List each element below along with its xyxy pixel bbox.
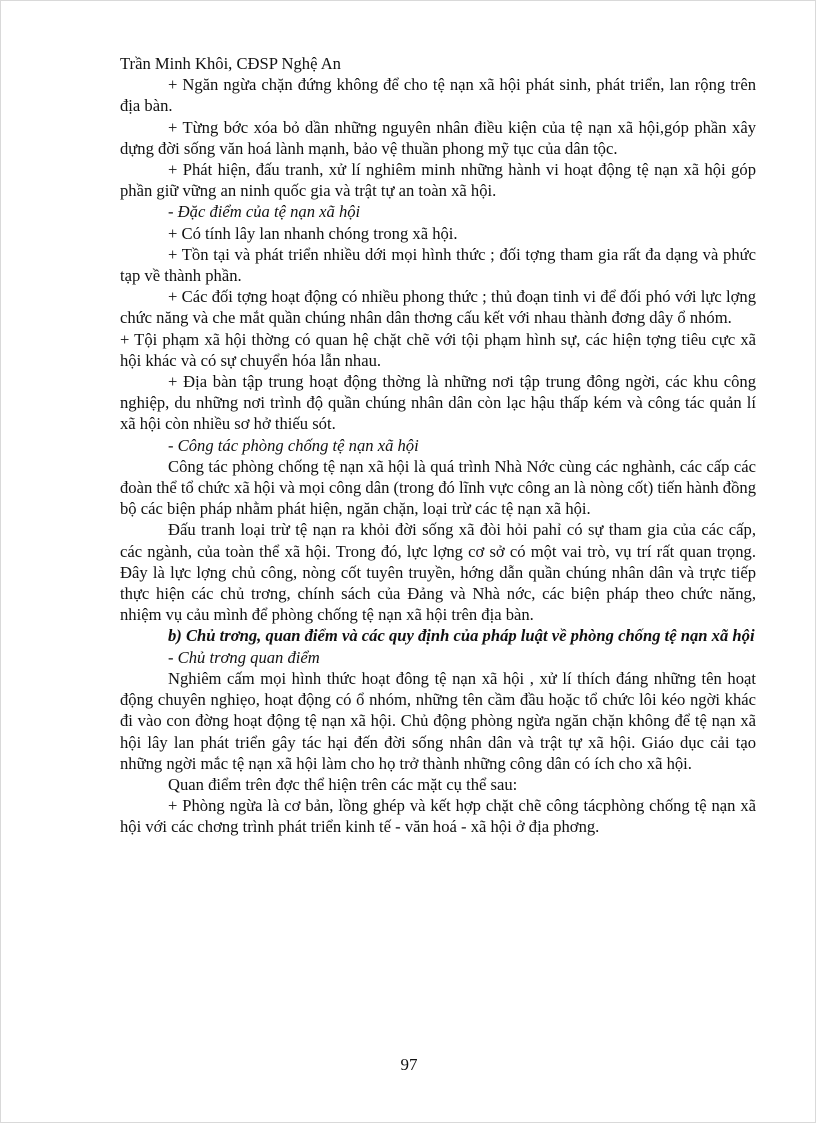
section-heading: b) Chủ trơng, quan điểm và các quy định của pháp luật về phòng chống tệ nạn xã hội	[168, 626, 755, 646]
paragraph: + Phát hiện, đấu tranh, xử lí nghiêm minh những hành vi hoạt động tệ nạn xã hội góp phần giữ vững an ninh quốc gia và trật tự an toàn xã hội.	[120, 160, 756, 201]
paragraph: + Tồn tại và phát triển nhiều dới mọi hình thức ; đối tợng tham gia rất đa dạng và phức tạp về thành phần.	[120, 244, 756, 286]
paragraph: + Địa bàn tập trung hoạt động thờng là những nơi tập trung đông ngời, các khu công nghiệp, du những nơi trình độ quần chúng nhân dân còn lạc hậu thấp kém và công tác quản lí xã hội còn nhiều sơ hở thiếu sót.	[120, 372, 756, 434]
paragraph: + Ngăn ngừa chặn đứng không để cho tệ nạn xã hội phát sinh, phát triển, lan rộng trên địa bàn.	[120, 75, 756, 116]
subheading: - Công tác phòng chống tệ nạn xã hội	[168, 435, 419, 455]
paragraph: + Từng bớc xóa bỏ dần những nguyên nhân điều kiện của tệ nạn xã hội,góp phần xây dựng đời sống văn hoá lành mạnh, bảo vệ thuần phong mỹ tục của dân tộc.	[120, 117, 756, 158]
page-number: 97	[400, 1055, 418, 1074]
paragraph: + Có tính lây lan nhanh chóng trong xã hội.	[168, 223, 458, 243]
subheading: - Chủ trơng quan điểm	[168, 647, 320, 667]
paragraph: + Phòng ngừa là cơ bản, lồng ghép và kết hợp chặt chẽ công tácphòng chống tệ nạn xã hội với các chơng trình phát triển kinh tế - văn hoá - xã hội ở địa phơng.	[120, 796, 756, 837]
paragraph: + Các đối tợng hoạt động có nhiều phong thức ; thủ đoạn tinh vi để đối phó với lực lợng chức năng và che mắt quần chúng nhân dân thơng cấu kết với nhau thành đơng dây ổ nhóm.	[120, 287, 756, 328]
paragraph: + Tội phạm xã hội thờng có quan hệ chặt chẽ với tội phạm hình sự, các hiện tợng tiêu cực xã hội khác và có sự chuyển hóa lẫn nhau.	[120, 329, 756, 370]
paragraph: Đấu tranh loại trừ tệ nạn ra khỏi đời sống xã đòi hỏi pahỉ có sự tham gia của các cấp, các ngành, của toàn thể xã hội. Trong đó, lực lợng cơ sở có một vai trò, vụ trí rất quan trọng. Đây là lực lợng chủ công, nòng cốt tuyên truyền, hớng dẫn quần chúng nhân dân và trực tiếp thực hiện các chủ trơng, chính sách của Đảng và Nhà nớc, các biện pháp theo chức năng, nhiệm vụ cảu mình để phòng chống tệ nạn xã hội trên địa bàn.	[120, 520, 756, 625]
subheading: - Đặc điểm của tệ nạn xã hội	[168, 202, 361, 222]
paragraph: Quan điểm trên đợc thể hiện trên các mặt cụ thể sau:	[168, 774, 518, 794]
page-header: Trần Minh Khôi, CĐSP Nghệ An	[120, 54, 341, 73]
paragraph: Công tác phòng chống tệ nạn xã hội là quá trình Nhà Nớc cùng các nghành, các cấp các đoàn thể tổ chức xã hội và mọi công dân (trong đó lĩnh vực công an là nòng cốt) tiến hành đồng bộ các biện pháp nhằm phát hiện, ngăn chặn, loại trừ các tệ nạn xã hội.	[120, 456, 756, 519]
page-content	[120, 53, 756, 838]
paragraph: Nghiêm cấm mọi hình thức hoạt đông tệ nạn xã hội , xử lí thích đáng những tên hoạt động chuyên nghiẹo, hoạt động có ổ nhóm, những tên cầm đầu hoặc tổ chức lôi kéo ngời khác đi vào con đờng hoạt động tệ nạn xã hội. Chủ động phòng ngừa ngăn chặn không để tệ nạn xã hội lây lan phát triển gây tác hại đến đời sống nhân dân và trật tự xã hội. Giáo dục cải tạo những ngời mắc tệ nạn xã hội làm cho họ trở thành những công dân có ích cho xã hội.	[120, 668, 756, 773]
